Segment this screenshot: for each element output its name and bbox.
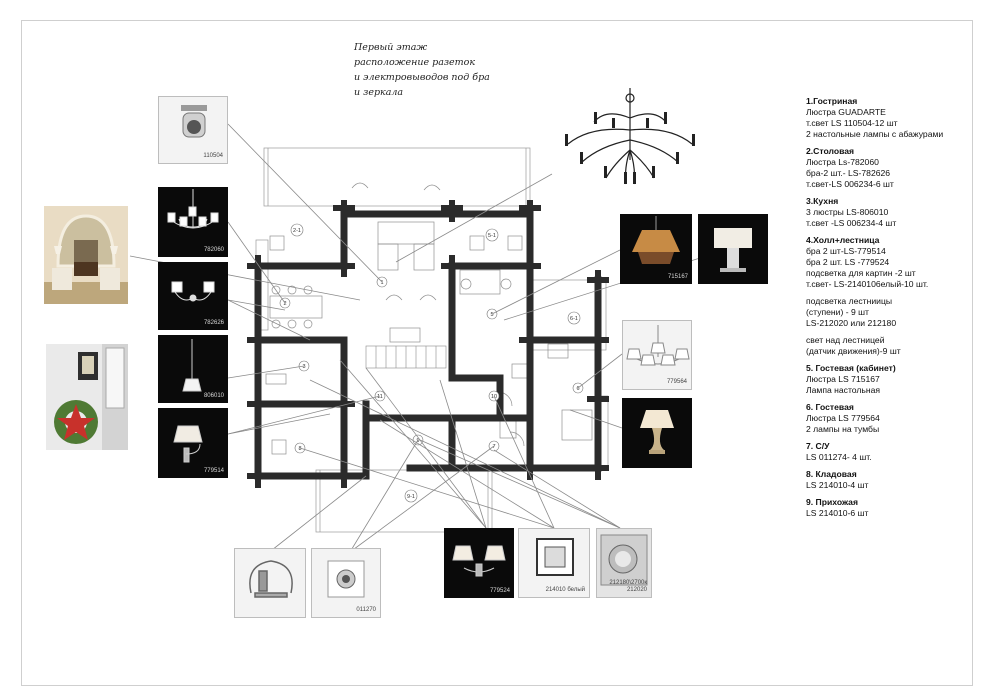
legend-section <box>806 363 986 396</box>
picture-light-thumb <box>234 548 306 618</box>
room-label: 9 <box>416 438 420 444</box>
legend-heading: 1.Гостриная <box>806 96 858 106</box>
legend-line: LS 214010-4 шт <box>806 480 869 490</box>
legend-line: LS 011274- 4 шт. <box>806 452 872 462</box>
fixture-214010-thumb <box>518 528 590 598</box>
fixture-806010-thumb <box>158 335 228 403</box>
room-label: 6-1 <box>570 316 578 322</box>
fixture-code: 782626 <box>203 320 224 326</box>
legend-line: т.свет- LS-2140106елый-10 шт. <box>806 279 929 289</box>
room-label: 10 <box>490 394 498 400</box>
legend-heading: 3.Кухня <box>806 196 839 206</box>
fixture-code: 110504 <box>203 153 223 159</box>
legend-heading: 5. Гостевая (кабинет) <box>806 363 896 373</box>
room-label: 11 <box>377 394 383 400</box>
legend-section <box>806 235 986 290</box>
legend-section <box>806 196 986 229</box>
legend-section <box>806 469 986 491</box>
fixture-code: 779564 <box>666 379 687 385</box>
fixture-715167-thumb <box>620 214 692 284</box>
legend-line: Люстра LS 715167 <box>806 374 880 384</box>
legend-line: LS 214010-6 шт <box>806 508 869 518</box>
legend-line: т.свет LS 110504-12 шт <box>806 118 898 128</box>
legend-section <box>806 146 986 190</box>
fixture-212180-thumb <box>596 528 652 598</box>
room-label: 1 <box>380 280 384 286</box>
legend-section <box>806 441 986 463</box>
fixture-code: 782060 <box>203 247 224 253</box>
room-label: 8 <box>298 446 302 452</box>
legend-line: бра 2 шт. LS -779524 <box>806 257 890 267</box>
fixture-779524-thumb <box>444 528 514 598</box>
legend-line: 2 лампы на тумбы <box>806 424 880 434</box>
fixture-782060-thumb <box>158 187 228 257</box>
bedside-lamp-thumb <box>622 398 692 468</box>
legend-line: т.свет-LS 006234-6 шт <box>806 179 894 189</box>
room-label: 5-1 <box>488 233 496 239</box>
legend-line: 2 настольные лампы с абажурами <box>806 129 944 139</box>
fixture-779564-thumb <box>622 320 692 390</box>
fixture-code: 806010 <box>203 393 224 399</box>
legend-line: (датчик движения)-9 шт <box>806 346 901 356</box>
staircase <box>366 346 446 368</box>
chandelier-guadarte-image <box>568 88 692 184</box>
fixture-779514-thumb <box>158 408 228 478</box>
fixture-code: 779524 <box>489 588 510 594</box>
living-room-photo <box>44 206 128 304</box>
fixture-code: 779514 <box>203 468 224 474</box>
legend-line: Лампа настольная <box>806 385 881 395</box>
fixture-code-line: 212180\2700к <box>609 580 647 586</box>
title-line: и зеркала <box>354 87 404 98</box>
legend-heading: 2.Столовая <box>806 146 855 156</box>
fixture-011270-thumb <box>311 548 381 618</box>
legend-line: бра-2 шт.- LS-782626 <box>806 168 891 178</box>
legend-line: 3 люстры LS-806010 <box>806 207 889 217</box>
legend-heading: 7. С/У <box>806 441 830 451</box>
room-label: 2-1 <box>293 228 301 234</box>
title-line: Первый этаж <box>354 42 428 53</box>
title-line: и электровыводов под бра <box>354 72 490 83</box>
room-label: 7 <box>492 444 496 450</box>
legend-heading: 6. Гостевая <box>806 402 854 412</box>
room-label: 3 <box>302 364 306 370</box>
legend-line: подсветка для картин -2 шт <box>806 268 916 278</box>
legend-line: свет над лестницей <box>806 335 885 345</box>
legend-line: Люстра GUADARTE <box>806 107 886 117</box>
fixture-legend <box>806 96 986 525</box>
room-label: 9-1 <box>407 494 415 500</box>
fixture-code <box>609 580 647 594</box>
legend-line: Люстра Ls-782060 <box>806 157 879 167</box>
table-lamp-thumb <box>698 214 768 284</box>
fixture-110504-thumb <box>158 96 228 164</box>
legend-section <box>806 335 986 357</box>
legend-section <box>806 296 986 329</box>
legend-line: т.свет -LS 006234-4 шт <box>806 218 897 228</box>
fixture-782626-thumb <box>158 262 228 330</box>
legend-line: (ступени) - 9 шт <box>806 307 869 317</box>
fixture-code-line: 212020 <box>626 587 647 593</box>
entrance-wreath-photo <box>46 344 128 450</box>
room-label: 5 <box>490 312 494 318</box>
room-label: 2 <box>283 301 287 307</box>
legend-line: Люстра LS 779564 <box>806 413 880 423</box>
legend-line: бра 2 шт-LS-779514 <box>806 246 886 256</box>
room-label: 6 <box>576 386 580 392</box>
fixture-code: 011270 <box>356 607 376 613</box>
legend-line: LS-212020 или 212180 <box>806 318 897 328</box>
title-line: расположение разеток <box>354 57 476 68</box>
legend-section <box>806 96 986 140</box>
fixture-code: 214010 белый <box>545 587 585 593</box>
legend-section <box>806 497 986 519</box>
furniture <box>266 183 592 454</box>
legend-line: подсветка лестниицы <box>806 296 893 306</box>
legend-heading: 8. Кладовая <box>806 469 857 479</box>
fixture-code: 715167 <box>667 274 688 280</box>
legend-heading: 9. Прихожая <box>806 497 858 507</box>
legend-section <box>806 402 986 435</box>
legend-heading: 4.Холл+лестница <box>806 235 880 245</box>
